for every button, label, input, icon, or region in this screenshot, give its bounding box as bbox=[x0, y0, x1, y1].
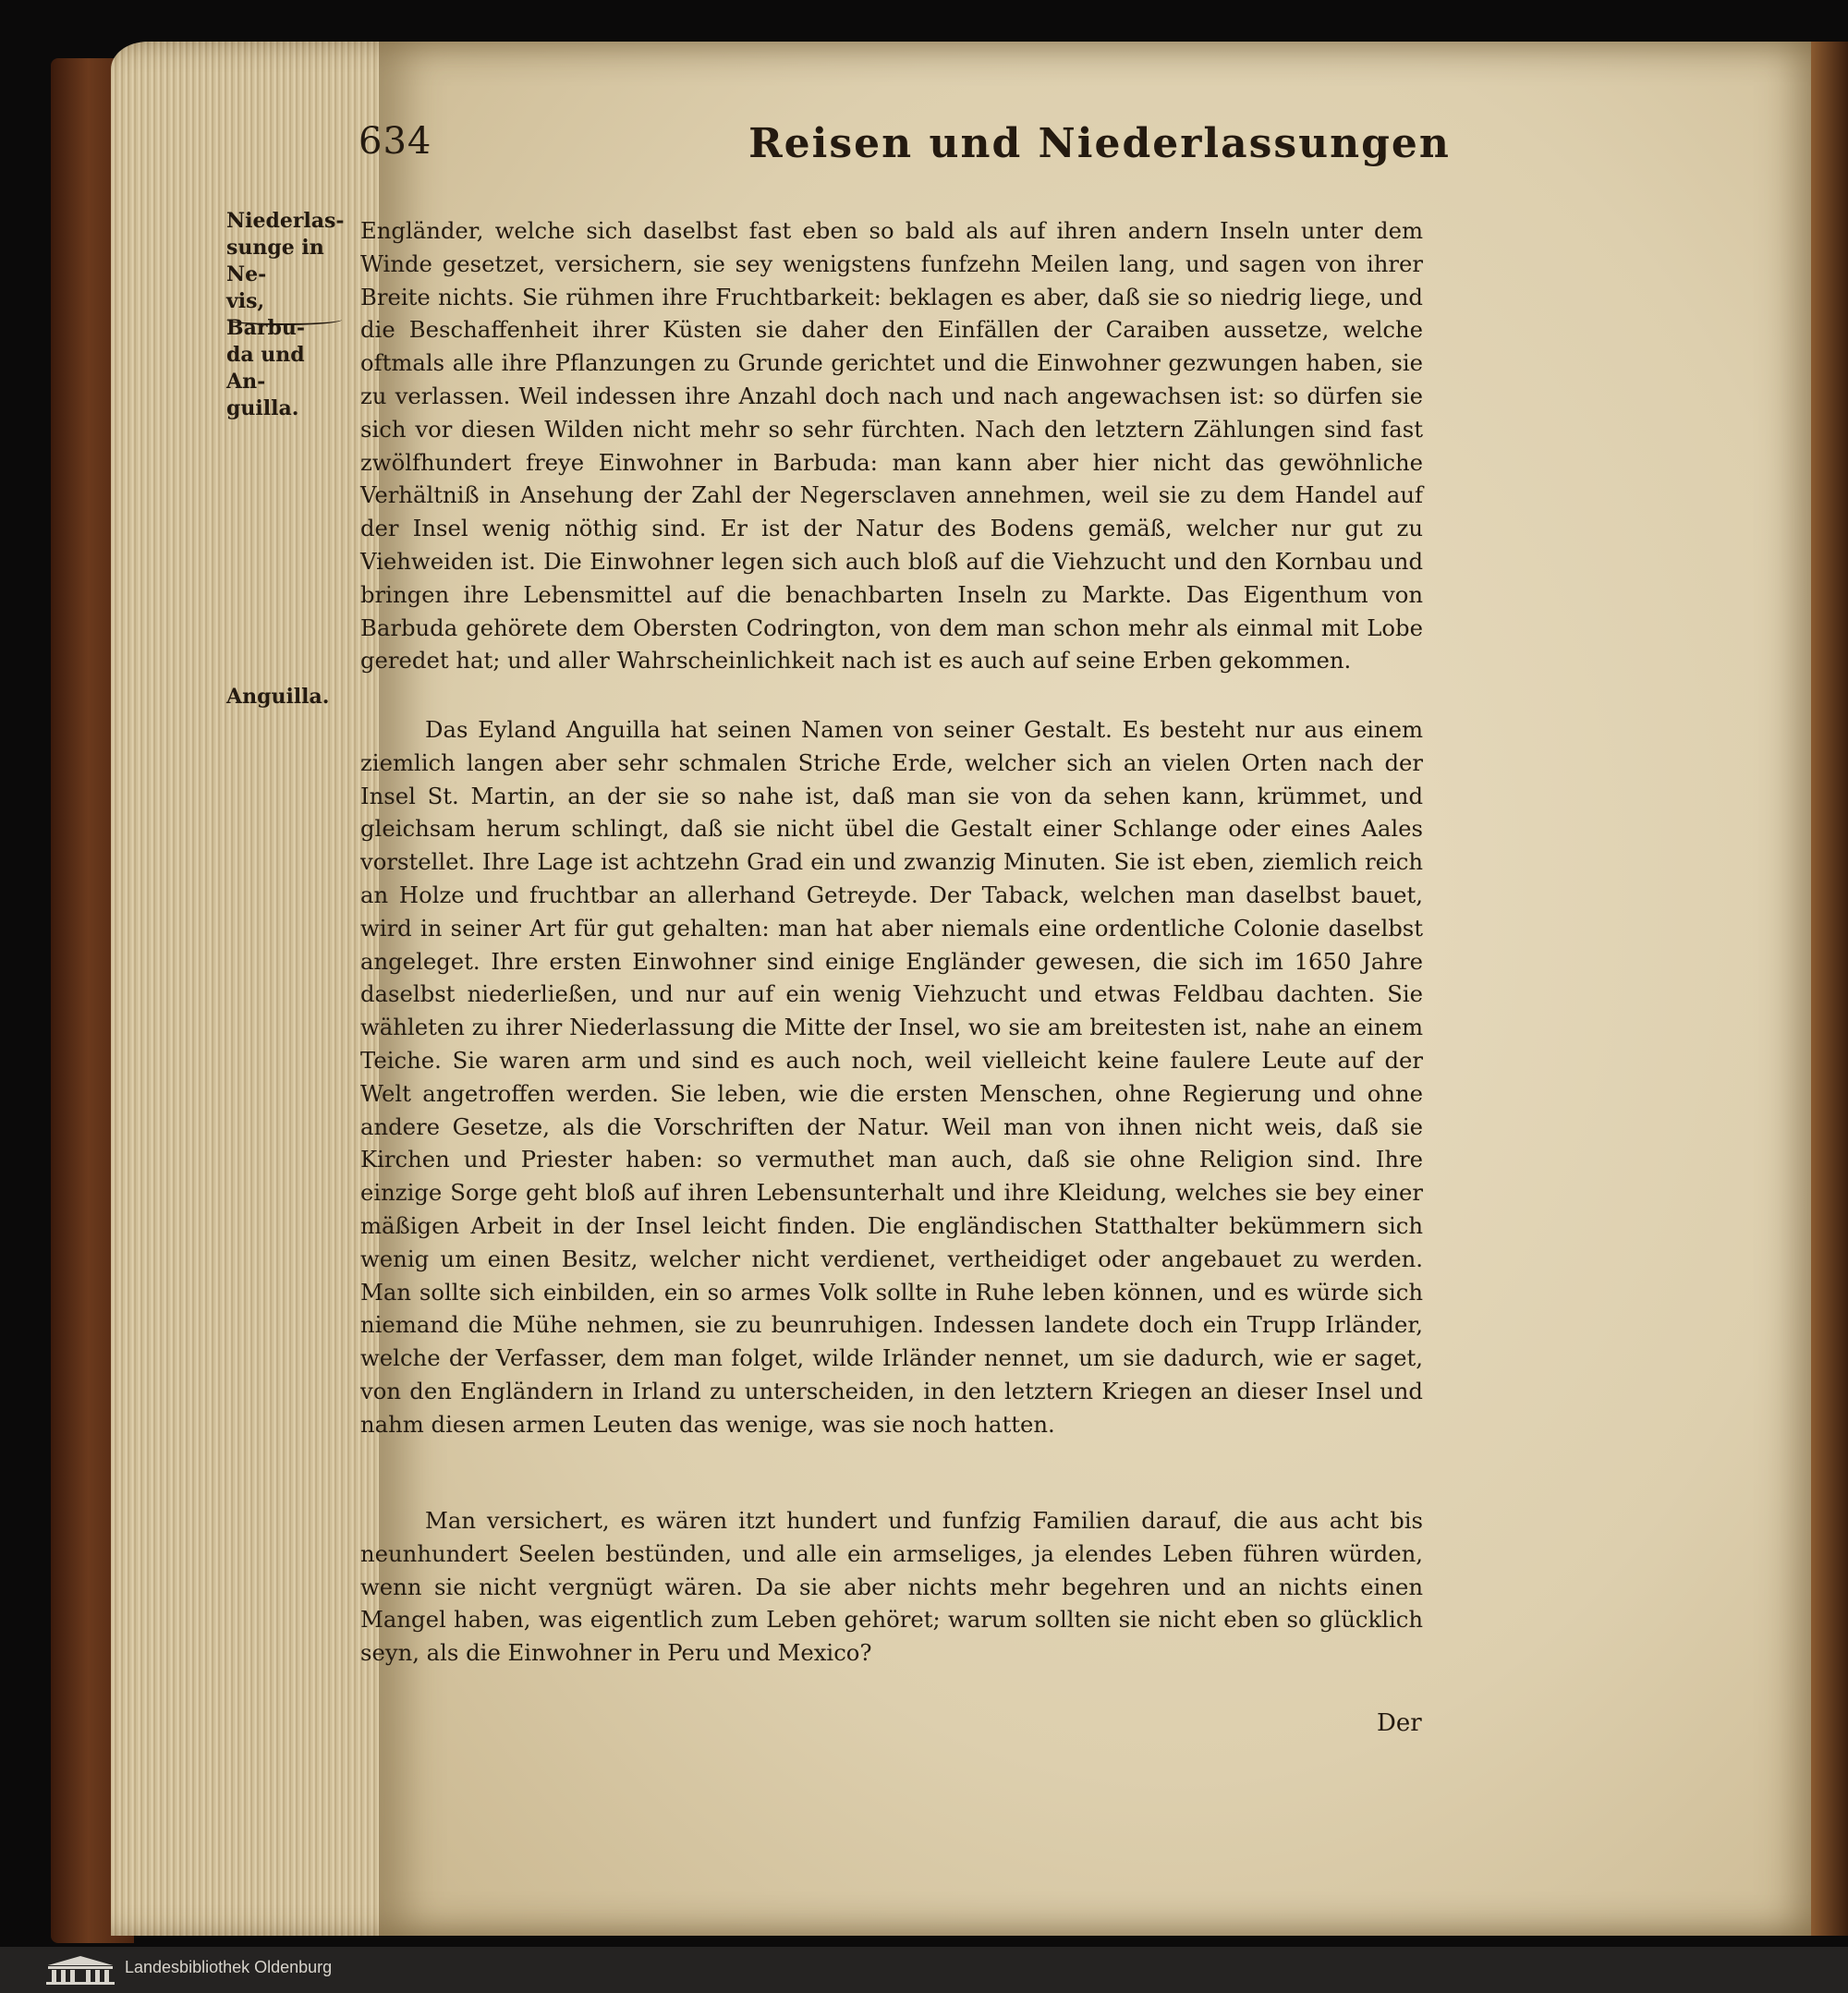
paragraph-text: Engländer, welche sich daselbst fast eben so bald als auf ihren andern Inseln unter dem Winde gesetzet, versichern, sie sey wenigstens funfzehn Meilen lang, und sagen von ihrer Breite nichts. Sie rühmen ihre Fruchtbarkeit: beklagen es aber, daß sie so niedrig liege, und die Beschaffenheit ihrer Küsten sie daher den Einfällen der Caraiben aussetze, welche oftmals alle ihre Pflanzungen zu Grunde gerichtet und die Einwohner gezwungen haben, sie zu verlassen. Weil indessen ihre Anzahl doch nach und nach angewachsen ist: so dürfen sie sich vor diesen Wilden nicht mehr so sehr fürchten. Nach den letztern Zählungen sind fast zwölfhundert freye Einwohner in Barbuda: man kann aber hier nicht das gewöhnliche Verhältniß in Ansehung der Zahl der Negersclaven annehmen, weil sie zu dem Handel auf der Insel wenig nöthig sind. Er ist der Natur des Bodens gemäß, welcher nur gut zu Viehweiden ist. Die Einwohner legen sich auch bloß auf die Viehzucht und den Kornbau und bringen ihre Lebensmittel auf die benachbarten Inseln zu Markte. Das Eigenthum von Barbuda gehörete dem Obersten Codrington, von dem man schon mehr als einmal mit Lobe geredet hat; und aller Wahrscheinlichkeit nach ist es auch auf seine Erben gekommen. bbox=[360, 217, 1423, 674]
paragraph-families bbox=[360, 1504, 1423, 1670]
catchword: Der bbox=[1377, 1709, 1422, 1737]
paragraph-text: Das Eyland Anguilla hat seinen Namen von seiner Gestalt. Es besteht nur aus einem ziemlich langen aber sehr schmalen Striche Erde, welcher sich an vielen Orten nach der Insel St. Martin, an der sie so nahe ist, daß man sie von da sehen kann, krümmet, und gleichsam herum schlingt, daß sie nicht übel die Gestalt einer Schlange oder eines Aales vorstellet. Ihre Lage ist achtzehn Grad ein und zwanzig Minuten. Sie ist eben, ziemlich reich an Holze und fruchtbar an allerhand Getreyde. Der Taback, welchen man daselbst bauet, wird in seiner Art für gut gehalten: man hat aber niemals eine ordentliche Colonie daselbst angeleget. Ihre ersten Einwohner sind einige Engländer gewesen, die sich im 1650 Jahre daselbst niederließen, und nur auf ein wenig Viehzucht und etwas Feldbau dachten. Sie wähleten zu ihrer Niederlassung die Mitte der Insel, wo sie am breitesten ist, nahe an einem Teiche. Sie waren arm und sind es auch noch, weil vielleicht keine faulere Leute auf der Welt angetroffen werden. Sie leben, wie die ersten Menschen, ohne Regierung und ohne andere Gesetze, als die Vorschriften der Natur. Weil man von ihnen nicht weis, daß sie Kirchen und Priester haben: so vermuthet man auch, daß sie ohne Religion sind. Ihre einzige Sorge geht bloß auf ihren Lebensunterhalt und ihre Kleidung, welches sie bey einer mäßigen Arbeit in der Insel leicht finden. Die engländischen Statthalter bekümmern sich wenig um einen Besitz, welcher nicht verdienet, vertheidiget oder angebauet zu werden. Man sollte sich einbilden, ein so armes Volk sollte in Ruhe leben können, und es würde sich niemand die Mühe nehmen, sie zu beunruhigen. Indessen landete doch ein Trupp Irländer, welche der Verfasser, dem man folget, wilde Irländer nennet, um sie dadurch, wie er saget, von den Engländern in Irland zu unterscheiden, in den letztern Kriegen an dieser Insel und nahm diesen armen Leuten das wenige, was sie noch hatten. bbox=[360, 716, 1423, 1438]
library-building-icon bbox=[44, 1954, 116, 1986]
marginal-note-nevis: Niederlas- sunge in Ne- vis, Barbu- da und An- guilla. bbox=[226, 209, 345, 420]
running-head: Reisen und Niederlassungen bbox=[748, 120, 1451, 167]
paragraph-anguilla bbox=[360, 713, 1423, 1441]
paragraph-text: Man versichert, es wären itzt hundert und funfzig Familien darauf, die aus acht bis neunhundert Seelen bestünden, und alle ein armseliges, ja elendes Leben führen würden, wenn sie nicht vergnügt wären. Da sie aber nichts mehr begehren und an nichts einen Mangel haben, was eigentlich zum Leben gehöret; warum sollten sie nicht eben so glücklich seyn, als die Einwohner in Peru und Mexico? bbox=[360, 1507, 1423, 1667]
page-number: 634 bbox=[359, 120, 432, 163]
marginal-brace bbox=[226, 314, 342, 325]
paragraph-barbuda bbox=[360, 214, 1423, 677]
viewer-footer bbox=[0, 1947, 1848, 1993]
library-name[interactable]: Landesbibliothek Oldenburg bbox=[125, 1958, 333, 1976]
marginal-note-anguilla: Anguilla. bbox=[226, 685, 330, 709]
